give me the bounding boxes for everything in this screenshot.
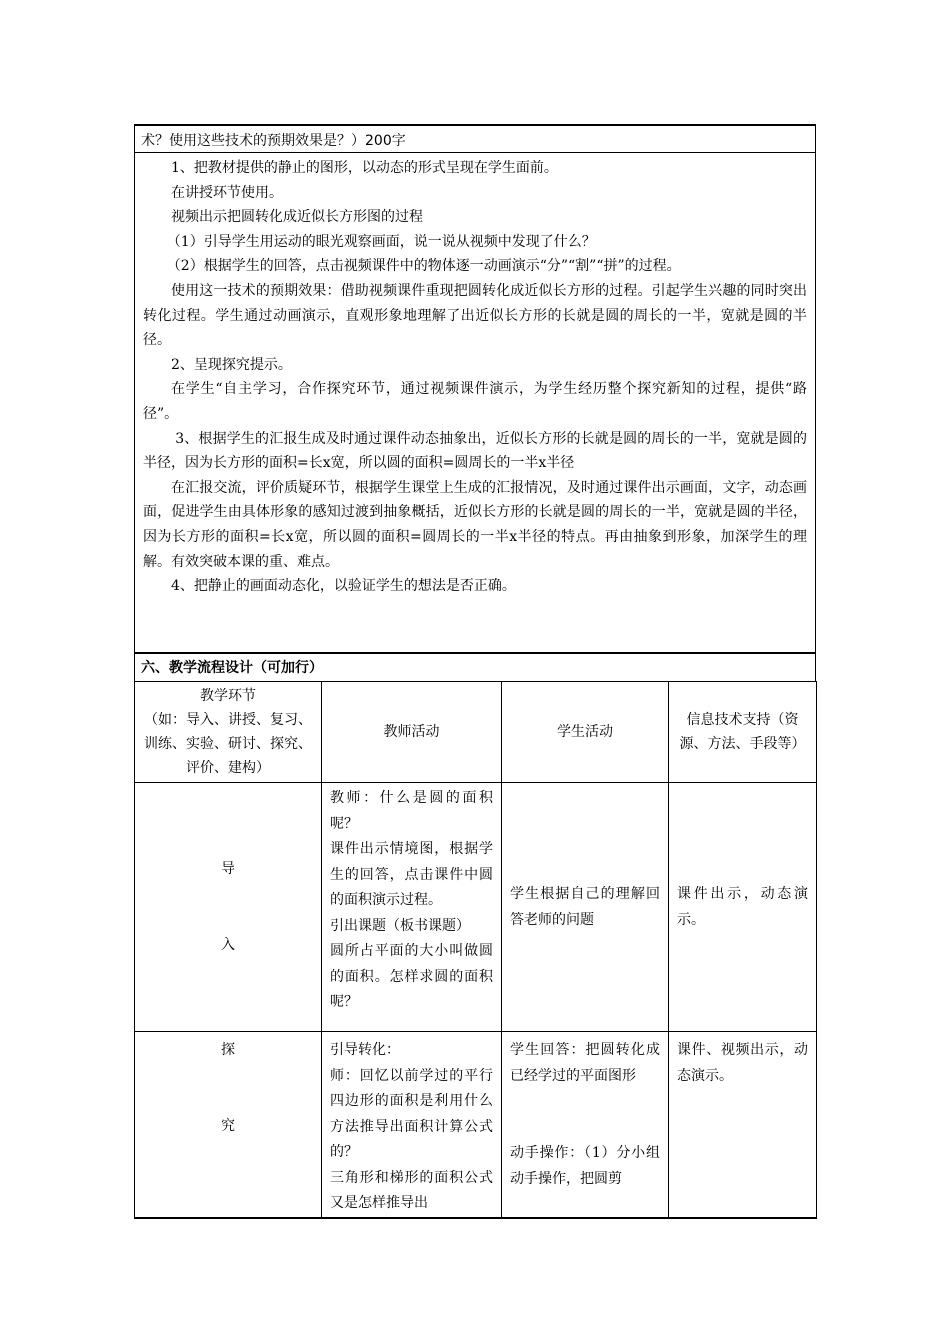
section-title: 六、教学流程设计（可加行）: [134, 652, 816, 681]
question-tail-line: 术？使用这些技术的预期效果是？）200字: [134, 124, 816, 152]
table-header-row: [135, 682, 817, 783]
header-student: 学生活动: [502, 682, 669, 783]
paragraph: 在讲授环节使用。: [171, 184, 283, 201]
paragraph: 在学生“自主学习，合作探究环节，通过视频课件演示，为学生经历整个探究新知的过程，提供“路径”。: [143, 381, 807, 422]
teacher-activity: 引导转化： 师：回忆以前学过的平行四边形的面积是利用什么方法推导出面积计算公式的？ 三角形和梯形的面积公式又是怎样推导出: [322, 1032, 502, 1218]
paragraph: （1）引导学生用运动的眼光观察画面，说一说从视频中发现了什么？: [166, 233, 596, 250]
student-answer: 学生回答：把圆转化成已经学过的平面图形: [510, 1042, 660, 1084]
paragraph: 2、呈现探究提示。: [171, 356, 292, 373]
stage-char: 究: [221, 1117, 235, 1134]
paragraph: 3、根据学生的汇报生成及时通过课件动态抽象出，近似长方形的长就是圆的周长的一半，宽就是圆的半径，因为长方形的面积=长x宽，所以圆的面积=圆周长的一半x半径: [143, 430, 807, 472]
student-activity: 学生根据自己的理解回答老师的问题: [502, 783, 669, 1032]
teaching-flow-table: [134, 681, 817, 1219]
stage-char: 入: [221, 936, 235, 953]
tech-description-block: [134, 152, 816, 652]
paragraph: 在汇报交流，评价质疑环节，根据学生课堂上生成的汇报情况，及时通过课件出示画面，文字，动态画面，促进学生由具体形象的感知过渡到抽象概括，近似长方形的长就是圆的周长的一半，宽就是圆的半径，因为长方形的面积=长x宽，所以圆的面积=圆周长的一半x半径的特点。再由抽象到形象，加深学生的理解。有效突破本课的重、难点。: [143, 479, 807, 570]
stage-char: 探: [221, 1042, 235, 1058]
teacher-activity: 教师：什么是圆的面积呢？ 课件出示情境图，根据学生的回答，点击课件中圆的面积演示过程。 引出课题（板书课题） 圆所占平面的大小叫做圆的面积。怎样求圆的面积呢？: [322, 783, 502, 1032]
header-stage: 教学环节 （如：导入、讲授、复习、训练、实验、研讨、探究、评价、建构）: [135, 682, 322, 783]
stage-cell: [135, 783, 322, 1032]
student-activity: [502, 1032, 669, 1218]
paragraph: 视频出示把圆转化成近似长方形图的过程: [171, 209, 423, 226]
stage-char: 导: [221, 861, 235, 877]
tech-support: 课件、视频出示，动态演示。: [669, 1032, 817, 1218]
paragraph: 1、把教材提供的静止的图形，以动态的形式呈现在学生面前。: [171, 160, 558, 176]
student-operation: 动手操作：（1）分小组动手操作，把圆剪: [510, 1145, 660, 1187]
table-row: [135, 783, 817, 1032]
header-tech: 信息技术支持（资源、方法、手段等）: [669, 682, 817, 783]
tech-support: 课件出示，动态演示。: [669, 783, 817, 1032]
paragraph: （2）根据学生的回答，点击视频课件中的物体逐一动画演示“分”“割”“拼”的过程。: [166, 258, 681, 275]
stage-cell: [135, 1032, 322, 1218]
paragraph: 使用这一技术的预期效果：借助视频课件重现把圆转化成近似长方形的过程。引起学生兴趣的同时突出转化过程。学生通过动画演示，直观形象地理解了出近似长方形的长就是圆的周长的一半，宽就是圆的半径。: [143, 282, 807, 349]
document-page: [134, 124, 816, 1219]
table-row: [135, 1032, 817, 1218]
paragraph: 4、把静止的画面动态化，以验证学生的想法是否正确。: [171, 578, 516, 595]
header-teacher: 教师活动: [322, 682, 502, 783]
